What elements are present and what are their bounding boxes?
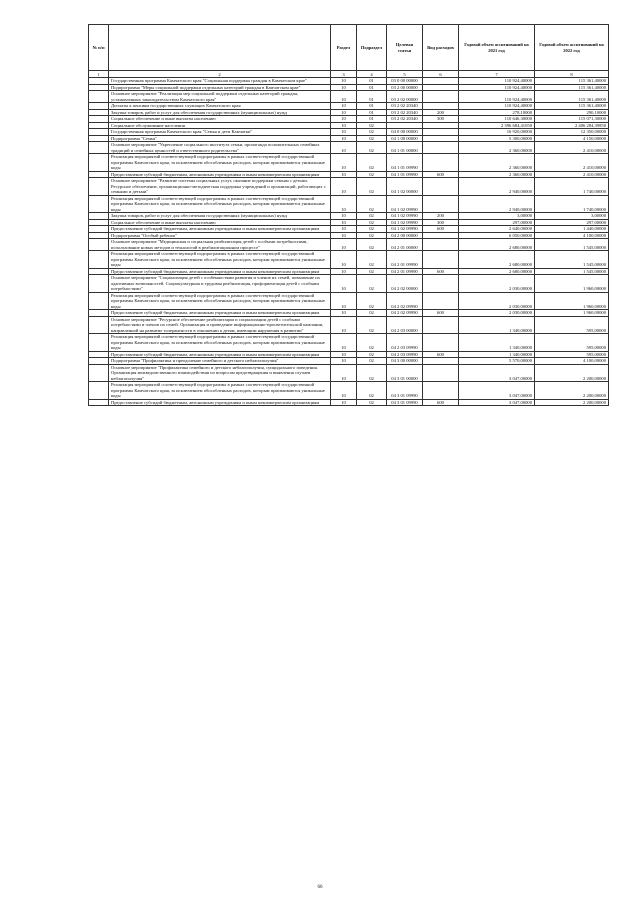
cell-podrazdel: 01 <box>357 84 387 91</box>
cell-expense-type <box>423 178 459 196</box>
cell-name: Реализация мероприятий соответствующей подпрограммы в рамках соответствующей государственной программы Камчатского края, за исключением обособленных расходов, которым присваиваются уникальные коды <box>109 154 331 172</box>
cell-volume-2021: 1 340,00000 <box>459 351 535 358</box>
cell-target-article: 04 2 03 09990 <box>387 334 423 352</box>
cell-volume-2021: 2 680,00000 <box>459 251 535 269</box>
cell-razdel: 10 <box>331 84 357 91</box>
column-number: 7 <box>459 71 535 78</box>
table-row <box>89 251 609 269</box>
cell-name: Доплаты к пенсиям государственных служащих Камчатского края <box>109 103 331 110</box>
cell-volume-2021: 5 570,00000 <box>459 358 535 365</box>
cell-volume-2021: 2 030,00000 <box>459 310 535 317</box>
cell-razdel: 10 <box>331 116 357 123</box>
cell-expense-type <box>423 251 459 269</box>
column-number: 4 <box>357 71 387 78</box>
cell-volume-2021: 1 340,00000 <box>459 334 535 352</box>
cell-volume-2021: 3 047,00000 <box>459 364 535 382</box>
cell-volume-2021: 5 300,00000 <box>459 135 535 142</box>
cell-name: Подпрограмма "Особый ребенок" <box>109 232 331 239</box>
cell-expense-type: 600 <box>423 399 459 406</box>
table-row <box>89 275 609 293</box>
cell-volume-2022: 4 100,00000 <box>535 232 609 239</box>
cell-expense-type <box>423 334 459 352</box>
cell-number <box>89 275 109 293</box>
cell-podrazdel: 02 <box>357 268 387 275</box>
cell-volume-2022: 595,00000 <box>535 316 609 334</box>
cell-name: Реализация мероприятий соответствующей подпрограммы в рамках соответствующей государственной программы Камчатского края, за исключением обособленных расходов, которым присваиваются уникальные коды <box>109 195 331 213</box>
cell-number <box>89 316 109 334</box>
cell-expense-type <box>423 364 459 382</box>
cell-number <box>89 178 109 196</box>
cell-number <box>89 154 109 172</box>
cell-target-article: 04 2 03 09990 <box>387 351 423 358</box>
cell-volume-2021: 110 924,40000 <box>459 78 535 85</box>
cell-razdel: 10 <box>331 226 357 233</box>
cell-number <box>89 382 109 400</box>
column-number-row <box>89 71 609 78</box>
cell-podrazdel: 02 <box>357 219 387 226</box>
cell-name: Предоставление субсидий бюджетным, автономным учреждениям и иным некоммерческим организациям <box>109 226 331 233</box>
cell-razdel: 10 <box>331 142 357 154</box>
cell-volume-2021: 2 640,00000 <box>459 226 535 233</box>
cell-razdel: 10 <box>331 219 357 226</box>
cell-volume-2021: 297,00000 <box>459 219 535 226</box>
cell-podrazdel: 02 <box>357 154 387 172</box>
cell-podrazdel: 02 <box>357 195 387 213</box>
cell-name: Основное мероприятие "Развитие системы социальных услуг, оказание поддержки семьям с детьми. Ресурсное обеспечение, организационно-методическая поддержка учреждений и организаций, работающих с семьями и детьми" <box>109 178 331 196</box>
cell-volume-2022: 3,00000 <box>535 213 609 220</box>
header-name <box>109 25 331 71</box>
cell-volume-2021: 110 646,30000 <box>459 116 535 123</box>
cell-number <box>89 334 109 352</box>
cell-expense-type: 300 <box>423 219 459 226</box>
cell-razdel: 10 <box>331 358 357 365</box>
cell-razdel: 10 <box>331 364 357 382</box>
cell-volume-2022: 2 200,00000 <box>535 382 609 400</box>
cell-razdel: 10 <box>331 239 357 251</box>
table-row <box>89 195 609 213</box>
cell-podrazdel: 01 <box>357 91 387 103</box>
cell-target-article: 04 2 02 09990 <box>387 292 423 310</box>
cell-volume-2022: 2 410,00000 <box>535 142 609 154</box>
cell-expense-type <box>423 142 459 154</box>
cell-number <box>89 251 109 269</box>
cell-razdel: 10 <box>331 178 357 196</box>
cell-razdel: 10 <box>331 292 357 310</box>
cell-target-article: 04 1 01 09990 <box>387 154 423 172</box>
cell-target-article: 04 1 02 09990 <box>387 213 423 220</box>
table-row <box>89 239 609 251</box>
cell-name: Подпрограмма "Меры социальной поддержки отдельных категорий граждан в Камчатском крае" <box>109 84 331 91</box>
cell-volume-2021: 2 396 684,41050 <box>459 122 535 129</box>
cell-target-article: 04 2 01 09990 <box>387 268 423 275</box>
cell-razdel: 10 <box>331 399 357 406</box>
column-number: 8 <box>535 71 609 78</box>
cell-name: Подпрограмма "Профилактика и преодоление семейного и детского неблагополучия" <box>109 358 331 365</box>
cell-name: Основное мероприятие "Медицинская и социальная реабилитация детей с особыми потребностями, использование новых методов и технологий в реабилитационном процессе" <box>109 239 331 251</box>
cell-expense-type <box>423 154 459 172</box>
cell-volume-2022: 115 071,30000 <box>535 116 609 123</box>
cell-name: Предоставление субсидий бюджетным, автономным учреждениям и иным некоммерческим организациям <box>109 310 331 317</box>
cell-podrazdel: 02 <box>357 292 387 310</box>
column-number: 5 <box>387 71 423 78</box>
cell-razdel: 10 <box>331 135 357 142</box>
cell-expense-type: 300 <box>423 116 459 123</box>
cell-volume-2022: 1 960,00000 <box>535 292 609 310</box>
cell-target-article: 04 3 01 09990 <box>387 399 423 406</box>
cell-razdel: 10 <box>331 334 357 352</box>
cell-expense-type <box>423 292 459 310</box>
cell-target-article: 03 0 00 00000 <box>387 78 423 85</box>
cell-volume-2022: 115 361,40000 <box>535 78 609 85</box>
cell-volume-2021: 6 050,00000 <box>459 232 535 239</box>
cell-name: Подпрограмма "Семья" <box>109 135 331 142</box>
cell-volume-2021: 2 360,00000 <box>459 142 535 154</box>
cell-name: Социальное обеспечение и иные выплаты населению <box>109 116 331 123</box>
cell-razdel: 10 <box>331 109 357 116</box>
cell-volume-2022: 2 410,00000 <box>535 154 609 172</box>
header-volume-2021: Годовой объем ассигнований на 2021 год <box>459 25 535 71</box>
header-expense-type: Вид расходов <box>423 25 459 71</box>
cell-volume-2022: 115 361,40000 <box>535 84 609 91</box>
cell-expense-type: 600 <box>423 171 459 178</box>
cell-target-article: 04 0 00 00000 <box>387 129 423 136</box>
cell-podrazdel: 02 <box>357 239 387 251</box>
header-razdel: Раздел <box>331 25 357 71</box>
cell-razdel: 10 <box>331 251 357 269</box>
cell-volume-2021: 2 360,00000 <box>459 171 535 178</box>
cell-volume-2021: 2 680,00000 <box>459 268 535 275</box>
cell-volume-2021: 3,00000 <box>459 213 535 220</box>
cell-podrazdel: 02 <box>357 122 387 129</box>
cell-razdel: 10 <box>331 103 357 110</box>
cell-volume-2021: 3 047,00000 <box>459 382 535 400</box>
cell-podrazdel: 01 <box>357 116 387 123</box>
cell-name: Предоставление субсидий бюджетным, автономным учреждениям и иным некоммерческим организациям <box>109 171 331 178</box>
cell-name: Социальное обеспечение и иные выплаты населению <box>109 219 331 226</box>
cell-podrazdel: 02 <box>357 310 387 317</box>
header-podrazdel: Подраздел <box>357 25 387 71</box>
cell-volume-2022: 1 440,00000 <box>535 226 609 233</box>
column-number: 6 <box>423 71 459 78</box>
cell-podrazdel: 02 <box>357 316 387 334</box>
cell-target-article: 04 2 02 09990 <box>387 310 423 317</box>
table-row <box>89 399 609 406</box>
column-number: 3 <box>331 71 357 78</box>
cell-target-article: 03 2 02 20340 <box>387 109 423 116</box>
cell-podrazdel: 02 <box>357 129 387 136</box>
header-target-article: Целевая статья <box>387 25 423 71</box>
cell-number <box>89 195 109 213</box>
cell-podrazdel: 02 <box>357 213 387 220</box>
cell-target-article: 03 2 02 20340 <box>387 103 423 110</box>
cell-target-article: 04 3 01 09990 <box>387 382 423 400</box>
cell-razdel: 10 <box>331 91 357 103</box>
cell-number <box>89 364 109 382</box>
cell-razdel: 10 <box>331 213 357 220</box>
cell-expense-type <box>423 382 459 400</box>
cell-volume-2022: 1 960,00000 <box>535 310 609 317</box>
cell-volume-2021: 110 924,40000 <box>459 103 535 110</box>
cell-podrazdel: 02 <box>357 358 387 365</box>
cell-target-article: 04 1 02 09990 <box>387 219 423 226</box>
table-body <box>89 78 609 406</box>
cell-volume-2021: 2 940,00000 <box>459 195 535 213</box>
table-row <box>89 142 609 154</box>
table-row <box>89 154 609 172</box>
header-row <box>89 25 609 71</box>
cell-podrazdel: 02 <box>357 382 387 400</box>
cell-target-article: 04 2 03 00000 <box>387 316 423 334</box>
cell-podrazdel: 02 <box>357 178 387 196</box>
cell-volume-2021: 2 360,00000 <box>459 154 535 172</box>
cell-volume-2022: 1 545,00000 <box>535 251 609 269</box>
cell-name: Государственная программа Камчатского края "Семья и дети Камчатки" <box>109 129 331 136</box>
header-volume-2022: Годовой объем ассигнований на 2022 год <box>535 25 609 71</box>
cell-target-article: 04 3 00 00000 <box>387 358 423 365</box>
cell-volume-2022: 595,00000 <box>535 351 609 358</box>
cell-name: Государственная программа Камчатского края "Социальная поддержка граждан в Камчатском крае" <box>109 78 331 85</box>
cell-volume-2021: 278,10000 <box>459 109 535 116</box>
cell-target-article: 04 1 01 09990 <box>387 171 423 178</box>
cell-volume-2022: 2 200,00000 <box>535 364 609 382</box>
cell-volume-2022: 1 545,00000 <box>535 239 609 251</box>
cell-volume-2022: 12 350,00000 <box>535 129 609 136</box>
cell-razdel: 10 <box>331 268 357 275</box>
page-number: 66 <box>317 885 323 890</box>
cell-expense-type <box>423 275 459 293</box>
cell-target-article: 04 2 01 09990 <box>387 251 423 269</box>
cell-podrazdel: 02 <box>357 171 387 178</box>
cell-volume-2022: 2 410,00000 <box>535 171 609 178</box>
cell-expense-type: 200 <box>423 109 459 116</box>
cell-target-article: 03 2 02 00000 <box>387 91 423 103</box>
cell-target-article: 04 2 02 00000 <box>387 275 423 293</box>
cell-razdel: 10 <box>331 316 357 334</box>
cell-volume-2022: 1 960,00000 <box>535 275 609 293</box>
cell-razdel: 10 <box>331 382 357 400</box>
cell-name: Предоставление субсидий бюджетным, автономным учреждениям и иным некоммерческим организациям <box>109 268 331 275</box>
cell-target-article: 04 3 01 00000 <box>387 364 423 382</box>
cell-volume-2021: 2 940,00000 <box>459 178 535 196</box>
cell-name: Реализация мероприятий соответствующей подпрограммы в рамках соответствующей государственной программы Камчатского края, за исключением обособленных расходов, которым присваиваются уникальные коды <box>109 382 331 400</box>
cell-podrazdel: 02 <box>357 232 387 239</box>
cell-podrazdel: 02 <box>357 135 387 142</box>
cell-volume-2022: 115 361,40000 <box>535 103 609 110</box>
cell-target-article: 04 1 02 09990 <box>387 195 423 213</box>
cell-name: Закупка товаров, работ и услуг для обеспечения государственных (муниципальных) нужд <box>109 109 331 116</box>
cell-volume-2022: 2 200,00000 <box>535 399 609 406</box>
cell-razdel: 10 <box>331 195 357 213</box>
table-row <box>89 292 609 310</box>
cell-razdel: 10 <box>331 232 357 239</box>
cell-volume-2022: 297,00000 <box>535 219 609 226</box>
cell-expense-type <box>423 239 459 251</box>
cell-name: Основное мероприятие "Ресурсное обеспечение реабилитации и социализации детей с особыми потребностями и членов их семей. Организация и проведение информационно-просветительской кампании, направленной на развитие толерантности в отношении к детям, имеющим нарушения в развитии" <box>109 316 331 334</box>
cell-razdel: 10 <box>331 171 357 178</box>
cell-volume-2022: 2 406 284,39850 <box>535 122 609 129</box>
table-row <box>89 364 609 382</box>
cell-podrazdel: 02 <box>357 364 387 382</box>
cell-razdel: 10 <box>331 351 357 358</box>
cell-target-article: 04 1 02 09990 <box>387 226 423 233</box>
cell-name: Реализация мероприятий соответствующей подпрограммы в рамках соответствующей государственной программы Камчатского края, за исключением обособленных расходов, которым присваиваются уникальные коды <box>109 334 331 352</box>
cell-name: Реализация мероприятий соответствующей подпрограммы в рамках соответствующей государственной программы Камчатского края, за исключением обособленных расходов, которым присваиваются уникальные коды <box>109 251 331 269</box>
cell-expense-type: 600 <box>423 226 459 233</box>
cell-target-article: 04 1 01 00000 <box>387 142 423 154</box>
cell-target-article: 04 2 01 00000 <box>387 239 423 251</box>
cell-razdel: 10 <box>331 275 357 293</box>
cell-number <box>89 91 109 103</box>
cell-podrazdel: 02 <box>357 399 387 406</box>
cell-target-article: 04 1 02 00000 <box>387 178 423 196</box>
cell-volume-2022: 1 740,00000 <box>535 178 609 196</box>
cell-podrazdel: 02 <box>357 334 387 352</box>
cell-number <box>89 142 109 154</box>
cell-name: Закупка товаров, работ и услуг для обеспечения государственных (муниципальных) нужд <box>109 213 331 220</box>
cell-volume-2022: 115 361,40000 <box>535 91 609 103</box>
cell-expense-type <box>423 195 459 213</box>
cell-name: Основное мероприятие "Социализация детей с особенностями развития и членов их семей, повышение их адаптивных возможностей. Социокультурная и трудовая реабилитация, профориентация детей с особыми потребностями" <box>109 275 331 293</box>
cell-expense-type: 600 <box>423 310 459 317</box>
cell-volume-2022: 595,00000 <box>535 334 609 352</box>
cell-expense-type <box>423 91 459 103</box>
cell-razdel: 10 <box>331 154 357 172</box>
cell-number <box>89 292 109 310</box>
cell-volume-2022: 290,10000 <box>535 109 609 116</box>
cell-target-article: 04 1 00 00000 <box>387 135 423 142</box>
cell-volume-2021: 110 924,40000 <box>459 84 535 91</box>
table-row <box>89 382 609 400</box>
column-number: 1 <box>89 71 109 78</box>
budget-table <box>88 24 609 406</box>
header-number: № п/п <box>89 25 109 71</box>
cell-podrazdel: 02 <box>357 226 387 233</box>
cell-volume-2021: 3 047,00000 <box>459 399 535 406</box>
cell-podrazdel: 02 <box>357 251 387 269</box>
table-row <box>89 178 609 196</box>
cell-name: Предоставление субсидий бюджетным, автономным учреждениям и иным некоммерческим организациям <box>109 351 331 358</box>
cell-podrazdel: 02 <box>357 142 387 154</box>
cell-volume-2022: 1 545,00000 <box>535 268 609 275</box>
cell-expense-type: 600 <box>423 268 459 275</box>
cell-volume-2021: 2 030,00000 <box>459 292 535 310</box>
cell-podrazdel: 01 <box>357 78 387 85</box>
cell-razdel: 10 <box>331 78 357 85</box>
cell-name: Социальное обслуживание населения <box>109 122 331 129</box>
cell-razdel: 10 <box>331 129 357 136</box>
cell-number <box>89 399 109 406</box>
cell-expense-type <box>423 316 459 334</box>
cell-volume-2021: 110 924,40000 <box>459 91 535 103</box>
cell-number <box>89 239 109 251</box>
cell-volume-2021: 1 340,00000 <box>459 316 535 334</box>
cell-name: Основное мероприятие "Реализация мер социальной поддержки отдельных категорий граждан, установленных законодательством Камчатского края" <box>109 91 331 103</box>
cell-name: Предоставление субсидий бюджетным, автономным учреждениям и иным некоммерческим организациям <box>109 399 331 406</box>
column-number: 2 <box>109 71 331 78</box>
cell-target-article: 03 2 02 20340 <box>387 116 423 123</box>
cell-podrazdel: 02 <box>357 275 387 293</box>
cell-podrazdel: 01 <box>357 109 387 116</box>
cell-volume-2022: 4 100,00000 <box>535 358 609 365</box>
cell-name: Основное мероприятие "Профилактика семейного и детского неблагополучия, суицидального поведения. Организация межведомственного взаимодействия по вопросам предотвращения и выявления случаев неблагополучия" <box>109 364 331 382</box>
cell-volume-2022: 4 150,00000 <box>535 135 609 142</box>
cell-volume-2021: 2 680,00000 <box>459 239 535 251</box>
cell-podrazdel: 01 <box>357 103 387 110</box>
table-row <box>89 334 609 352</box>
table-row <box>89 91 609 103</box>
cell-name: Реализация мероприятий соответствующей подпрограммы в рамках соответствующей государственной программы Камчатского края, за исключением обособленных расходов, которым присваиваются уникальные коды <box>109 292 331 310</box>
cell-razdel: 10 <box>331 122 357 129</box>
cell-razdel: 10 <box>331 310 357 317</box>
cell-podrazdel: 02 <box>357 351 387 358</box>
cell-volume-2021: 16 920,00000 <box>459 129 535 136</box>
cell-name: Основное мероприятие "Укрепление социального института семьи, пропаганда положительных семейных традиций и семейных ценностей и ответственного родительства" <box>109 142 331 154</box>
table-row <box>89 316 609 334</box>
cell-volume-2021: 2 030,00000 <box>459 275 535 293</box>
cell-expense-type: 600 <box>423 351 459 358</box>
cell-target-article: 03 2 00 00000 <box>387 84 423 91</box>
cell-expense-type: 200 <box>423 213 459 220</box>
cell-target-article: 04 2 00 00000 <box>387 232 423 239</box>
cell-volume-2022: 1 740,00000 <box>535 195 609 213</box>
